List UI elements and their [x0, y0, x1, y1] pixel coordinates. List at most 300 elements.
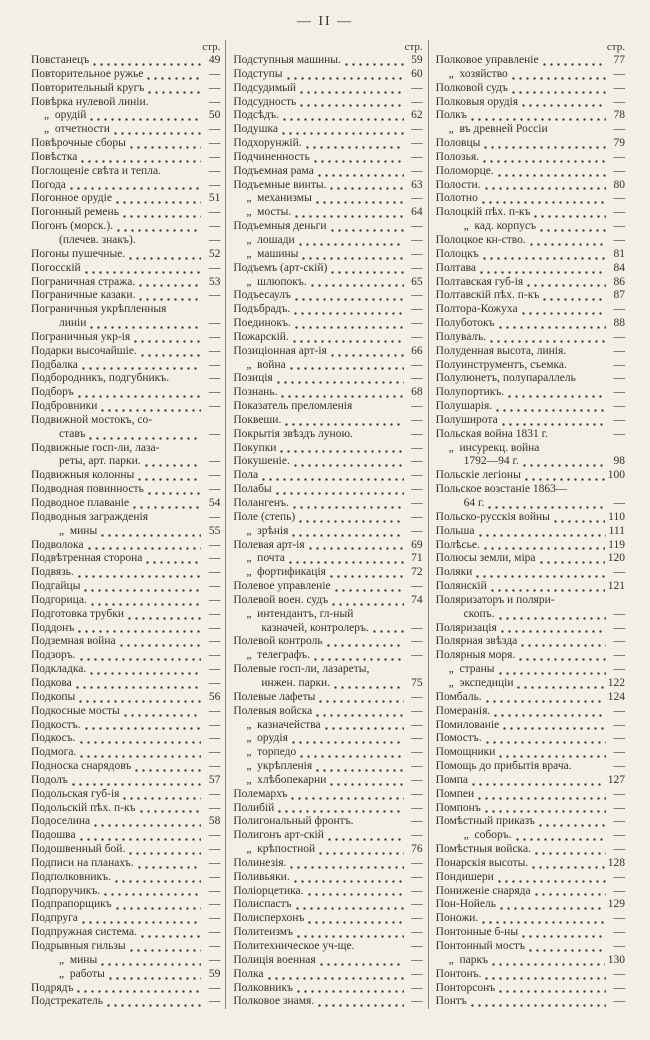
entry-term: Польское возстаніе 1863—	[435, 483, 568, 496]
entry-page: —	[411, 898, 423, 911]
index-entry	[31, 995, 220, 1009]
entry-page: —	[613, 164, 625, 177]
index-entry	[436, 497, 625, 511]
dot-leader	[80, 838, 202, 841]
index-entry	[31, 68, 220, 82]
entry-term: „ работы	[59, 967, 105, 980]
dot-leader	[296, 907, 404, 910]
index-entry	[31, 705, 220, 719]
entry-page: —	[208, 718, 221, 731]
index-entry	[436, 372, 625, 386]
entry-term: „ почта	[246, 552, 285, 565]
index-entry	[31, 885, 220, 899]
dot-leader	[318, 1004, 403, 1007]
dot-leader	[300, 104, 403, 107]
entry-term: Политеизмъ	[233, 926, 294, 939]
entry-term: Погонный ремень	[31, 206, 119, 219]
entry-term: линіи	[59, 317, 87, 330]
dot-leader	[80, 755, 201, 758]
dot-leader	[80, 741, 202, 744]
entry-page: 58	[208, 815, 221, 828]
index-entry	[436, 359, 625, 373]
index-entry	[436, 580, 625, 594]
entry-term: Полоцкъ	[435, 247, 479, 260]
entry-page: —	[411, 413, 423, 426]
entry-term: Полабы	[233, 483, 272, 496]
dot-leader	[517, 686, 604, 689]
entry-page: 88	[613, 317, 625, 330]
dot-leader	[522, 104, 606, 107]
index-entry	[436, 303, 625, 317]
dot-leader	[535, 852, 606, 855]
index-entry	[233, 220, 422, 234]
entry-term: „ мины	[59, 524, 98, 537]
entry-term: Полкъ	[435, 109, 467, 122]
dot-leader	[501, 630, 606, 633]
entry-page: —	[411, 856, 423, 869]
dot-leader	[89, 437, 201, 440]
entry-term: Подольскій пѣх. п-къ	[31, 801, 136, 814]
index-entry	[233, 192, 422, 206]
dot-leader	[483, 160, 606, 163]
dot-leader	[527, 284, 606, 287]
index-entry	[436, 206, 625, 220]
index-entry	[436, 982, 625, 996]
index-entry	[436, 760, 625, 774]
index-entry	[31, 262, 220, 276]
dot-leader	[289, 561, 404, 564]
entry-page: —	[208, 870, 221, 883]
index-entry	[31, 414, 220, 428]
dot-leader	[277, 381, 404, 384]
dot-leader	[499, 755, 606, 758]
dot-leader	[70, 187, 201, 190]
dot-leader	[498, 880, 606, 883]
index-entry	[436, 940, 625, 954]
index-entry	[31, 608, 220, 622]
entry-term: Подкладка.	[31, 663, 87, 676]
dot-leader	[76, 686, 202, 689]
dot-leader	[78, 630, 201, 633]
str-column-header	[31, 40, 220, 54]
entry-term: Подполковникъ.	[31, 870, 111, 883]
str-label: стр.	[202, 41, 221, 53]
entry-page: —	[411, 372, 423, 385]
entry-page: 79	[613, 137, 625, 150]
index-entry	[436, 732, 625, 746]
dot-leader	[146, 561, 201, 564]
entry-page: —	[411, 192, 423, 205]
dot-leader	[282, 132, 404, 135]
entry-page: —	[208, 593, 221, 606]
index-entry	[436, 552, 625, 566]
entry-term: Помощники	[435, 746, 496, 759]
entry-term: Поливьяки.	[233, 870, 290, 883]
dot-leader	[482, 921, 606, 924]
index-entry	[31, 954, 220, 968]
entry-term: реты, арт. парки.	[59, 455, 141, 468]
index-entry	[31, 386, 220, 400]
entry-page: —	[411, 330, 423, 343]
dot-leader	[107, 1004, 201, 1007]
index-entry	[31, 96, 220, 110]
dot-leader	[302, 257, 403, 260]
dot-leader	[530, 243, 606, 246]
dot-leader	[490, 340, 606, 343]
entry-page: 120	[607, 552, 625, 565]
entry-page: —	[613, 815, 625, 828]
entry-term: Подзоръ.	[31, 649, 76, 662]
entry-page: —	[208, 358, 221, 371]
dot-leader	[320, 963, 404, 966]
dot-leader	[485, 977, 606, 980]
index-entry	[233, 746, 422, 760]
dot-leader	[314, 160, 404, 163]
entry-term: Подводныя загражденія	[31, 510, 148, 523]
entry-page: —	[208, 663, 221, 676]
dot-leader	[316, 201, 404, 204]
index-entry	[436, 165, 625, 179]
entry-term: Пограничныя укр-ія	[31, 330, 131, 343]
index-entry	[233, 649, 422, 663]
entry-page: —	[208, 330, 221, 343]
dot-leader	[494, 714, 606, 717]
dot-leader	[522, 312, 606, 315]
entry-page: —	[613, 967, 625, 980]
entry-term: Подписи на планахъ.	[31, 856, 134, 869]
index-entry	[233, 497, 422, 511]
index-entry	[31, 580, 220, 594]
entry-page: 130	[607, 953, 625, 966]
entry-page: 100	[607, 469, 625, 482]
entry-page: 128	[607, 856, 625, 869]
entry-term: „ экспедиціи	[448, 676, 514, 689]
str-column-header	[233, 40, 422, 54]
dot-leader	[502, 423, 606, 426]
entry-term: Полуинструментъ, съемка.	[435, 358, 567, 371]
dot-leader	[484, 146, 606, 149]
entry-page: —	[411, 441, 423, 454]
index-entry	[31, 220, 220, 234]
dot-leader	[332, 603, 403, 606]
entry-page: —	[208, 953, 221, 966]
dot-leader	[306, 146, 404, 149]
entry-page: —	[411, 427, 423, 440]
entry-page: 78	[613, 109, 625, 122]
entry-term: Пограничные казаки.	[31, 289, 136, 302]
entry-page: 74	[411, 593, 423, 606]
dot-leader	[330, 575, 404, 578]
entry-term: Подвѣтренная сторона	[31, 552, 143, 565]
entry-term: Подвижной мостокъ, со-	[31, 413, 153, 426]
dot-leader	[486, 741, 606, 744]
index-entry	[436, 705, 625, 719]
entry-term: Полѣсье.	[435, 538, 480, 551]
entry-term: Полярныя моря.	[435, 649, 516, 662]
entry-page: 62	[411, 109, 423, 122]
index-entry	[233, 594, 422, 608]
index-entry	[436, 815, 625, 829]
entry-term: Польско-русскія войны	[435, 510, 550, 523]
entry-page: —	[208, 676, 221, 689]
index-column-1	[24, 40, 225, 1009]
dot-leader	[124, 714, 202, 717]
index-entry	[31, 635, 220, 649]
entry-page: —	[411, 995, 423, 1008]
entry-page: —	[613, 233, 625, 246]
entry-page: —	[613, 912, 625, 925]
entry-page: —	[208, 649, 221, 662]
entry-term: Полости.	[435, 178, 481, 191]
index-entry	[233, 276, 422, 290]
index-entry	[233, 898, 422, 912]
entry-term: Подвижные госп-ли, лаза-	[31, 441, 160, 454]
entry-term: Подъемъ (арт-скій)	[233, 261, 328, 274]
dot-leader	[278, 810, 403, 813]
entry-page: —	[411, 760, 423, 773]
entry-page: —	[208, 635, 221, 648]
entry-term: 64 г.	[463, 497, 485, 509]
entry-term: Поле (степь)	[233, 510, 296, 523]
index-entry	[31, 345, 220, 359]
entry-term: Полевое управленіе	[233, 580, 331, 593]
entry-page: —	[613, 192, 625, 205]
entry-page: —	[613, 206, 625, 219]
entry-page: —	[208, 233, 221, 246]
dot-leader	[471, 1004, 606, 1007]
dot-leader	[476, 575, 606, 578]
index-entry	[436, 912, 625, 926]
entry-term: Половцы	[435, 137, 481, 150]
entry-term: „ торпедо	[246, 746, 297, 759]
dot-leader	[499, 326, 606, 329]
index-entry	[31, 649, 220, 663]
dot-leader	[148, 91, 201, 94]
entry-term: Поглощеніе свѣта и тепла.	[31, 164, 161, 177]
entry-page: 57	[208, 773, 221, 786]
index-entry	[31, 539, 220, 553]
entry-term: Полуботокъ	[435, 317, 495, 330]
index-entry	[31, 179, 220, 193]
dot-leader	[90, 326, 201, 329]
entry-term: Полоцкое кн-ство.	[435, 233, 526, 246]
entry-page: 68	[411, 386, 423, 399]
entry-page: —	[208, 95, 221, 108]
entry-page: —	[411, 870, 423, 883]
dot-leader	[148, 492, 202, 495]
entry-page: —	[613, 400, 625, 413]
entry-term: Понтонный мостъ	[435, 940, 525, 952]
entry-page: —	[208, 137, 221, 150]
entry-term: Подбородникъ, подгубникъ.	[31, 372, 170, 385]
entry-term: Полушарія.	[435, 400, 493, 413]
index-entry	[31, 898, 220, 912]
index-entry	[31, 248, 220, 262]
entry-term: Покушеніе.	[233, 455, 290, 468]
entry-term: Подвязь.	[31, 566, 74, 579]
entry-page: —	[613, 829, 625, 842]
index-entry	[31, 359, 220, 373]
dot-leader	[88, 547, 202, 550]
dot-leader	[72, 783, 201, 786]
entry-page: —	[613, 303, 625, 316]
index-entry	[31, 331, 220, 345]
entry-term: „ мосты.	[246, 206, 292, 219]
entry-term: Полковое знамя.	[233, 995, 315, 1008]
dot-leader	[308, 921, 403, 924]
dot-leader	[81, 160, 201, 163]
dot-leader	[116, 201, 201, 204]
index-entry	[31, 428, 220, 442]
entry-page: 49	[208, 54, 221, 66]
index-entry	[31, 165, 220, 179]
index-entry	[233, 954, 422, 968]
index-entry	[31, 54, 220, 68]
index-entry	[436, 68, 625, 82]
entry-page: —	[208, 566, 221, 579]
dot-leader	[285, 423, 403, 426]
index-entry	[233, 179, 422, 193]
entry-term: „ война	[246, 358, 286, 371]
entry-page: —	[411, 81, 423, 94]
dot-leader	[478, 797, 606, 800]
entry-term: Полевой контроль	[233, 635, 323, 648]
index-entry	[233, 691, 422, 705]
index-entry	[436, 511, 625, 525]
entry-term: Поляризація	[435, 621, 497, 634]
entry-page: —	[411, 704, 423, 717]
entry-page: —	[613, 386, 625, 399]
entry-page: —	[411, 649, 423, 662]
dot-leader	[540, 229, 606, 232]
entry-page: —	[208, 538, 221, 551]
dot-leader	[280, 450, 403, 453]
entry-term: Подъемные винты.	[233, 178, 327, 191]
entry-page: 129	[607, 898, 625, 911]
dot-leader	[499, 990, 606, 993]
index-entry	[31, 525, 220, 539]
entry-page: —	[411, 746, 423, 759]
index-entry	[436, 262, 625, 276]
entry-page: —	[208, 67, 221, 80]
entry-term: Подхорунжій.	[233, 137, 302, 150]
entry-term: Помѣстный приказъ	[435, 815, 535, 828]
entry-term: „ хлѣбопекарни	[246, 773, 327, 786]
index-entry	[31, 802, 220, 816]
entry-term: Поединокъ.	[233, 317, 291, 330]
entry-term: Полковой судъ	[435, 81, 508, 94]
dot-leader	[268, 977, 404, 980]
entry-page: —	[613, 884, 625, 897]
entry-term: Поддонъ	[31, 621, 75, 634]
index-entry	[233, 788, 422, 802]
entry-page: 53	[208, 275, 221, 288]
dot-leader	[141, 935, 201, 938]
entry-page: —	[411, 233, 423, 246]
entry-term: Политехническое уч-ще.	[233, 940, 355, 952]
entry-term: Подбалка	[31, 358, 78, 371]
index-entry	[436, 54, 625, 68]
entry-page: 65	[411, 275, 423, 288]
entry-page: —	[613, 220, 625, 233]
dot-leader	[281, 395, 403, 398]
index-entry	[233, 151, 422, 165]
entry-page: —	[411, 787, 423, 800]
dot-leader	[297, 990, 404, 993]
index-entry	[436, 857, 625, 871]
entry-term: Подступы	[233, 67, 283, 80]
index-entry	[436, 82, 625, 96]
entry-term: Подрядъ	[31, 981, 74, 994]
entry-term: Понторсонъ	[435, 981, 496, 994]
entry-term: Подолъ	[31, 773, 68, 786]
str-label: стр.	[404, 41, 423, 53]
entry-page: 127	[607, 773, 625, 786]
entry-page: —	[208, 386, 221, 399]
entry-page: 50	[208, 109, 221, 122]
entry-page: —	[411, 912, 423, 925]
index-entry	[233, 359, 422, 373]
entry-page: —	[208, 81, 221, 94]
index-entry	[31, 483, 220, 497]
index-entry	[436, 192, 625, 206]
entry-page: —	[411, 718, 423, 731]
entry-page: —	[613, 95, 625, 108]
entry-term: Подпоручикъ.	[31, 884, 101, 897]
index-entry	[436, 968, 625, 982]
dot-leader	[486, 700, 605, 703]
dot-leader	[331, 229, 404, 232]
dot-leader	[295, 326, 404, 329]
entry-term: Подступныя машины.	[233, 54, 341, 66]
entry-page: —	[411, 580, 423, 593]
index-entry	[31, 109, 220, 123]
entry-page: —	[411, 261, 423, 274]
index-entry	[233, 566, 422, 580]
dot-leader	[85, 727, 202, 730]
index-entry	[233, 54, 422, 68]
entry-page: —	[208, 261, 221, 274]
index-entry	[31, 289, 220, 303]
entry-term: Подстрекатель	[31, 995, 104, 1008]
entry-term: „ мины	[59, 953, 98, 966]
index-entry	[436, 248, 625, 262]
entry-page: —	[208, 898, 221, 911]
entry-term: Пондишери	[435, 870, 494, 883]
entry-page: —	[613, 635, 625, 648]
entry-page: 64	[411, 206, 423, 219]
entry-page: —	[411, 303, 423, 316]
entry-term: „ зрѣнія	[246, 524, 289, 537]
entry-term: Показатель преломленія	[233, 400, 353, 413]
dot-leader	[290, 866, 403, 869]
entry-term: „ укрѣпленія	[246, 760, 313, 773]
dot-leader	[503, 727, 606, 730]
entry-page: —	[208, 220, 221, 233]
index-entry	[233, 414, 422, 428]
index-entry	[436, 649, 625, 663]
entry-page: —	[208, 940, 221, 952]
index-entry	[233, 885, 422, 899]
entry-page: —	[411, 358, 423, 371]
entry-term: 1792—94 г.	[463, 455, 519, 468]
index-entry	[31, 968, 220, 982]
dot-leader	[484, 547, 605, 550]
str-label: стр.	[606, 41, 625, 53]
entry-page: —	[411, 455, 423, 468]
entry-page: 72	[411, 566, 423, 579]
entry-term: Помилованіе	[435, 718, 500, 731]
